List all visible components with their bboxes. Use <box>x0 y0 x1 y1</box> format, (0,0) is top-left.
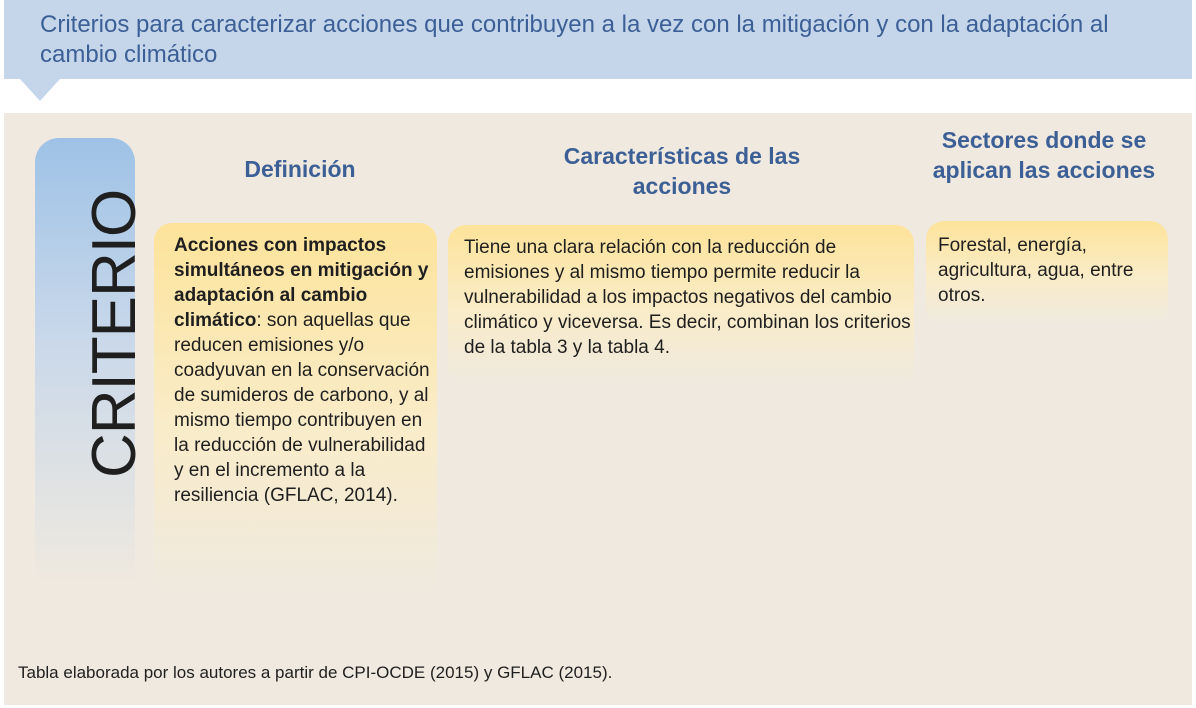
criterio-label: CRITERIO <box>80 189 149 478</box>
banner-pointer <box>20 79 60 101</box>
source-note: Tabla elaborada por los autores a partir de CPI-OCDE (2015) y GFLAC (2015). <box>18 663 613 682</box>
definition-text <box>174 233 437 508</box>
criteria-table <box>4 113 1192 705</box>
definition-cell <box>154 223 437 593</box>
title-banner <box>4 0 1192 79</box>
criterio-sidebar <box>35 138 149 583</box>
sectors-text: Forestal, energía, agricultura, agua, entre otros. <box>938 235 1134 306</box>
definition-heading: Definición <box>244 156 356 182</box>
sectors-heading: Sectores donde se aplican las acciones <box>932 127 1156 183</box>
definition-term: Acciones con impactos simultáneos en mitigación y adaptación al cambio climático <box>174 235 429 331</box>
characteristics-text: Tiene una clara relación con la reducción de emisiones y al mismo tiempo permite reducir la vulnerabilidad a los impactos negativos del cambio climático y viceversa. Es decir, combinan los criterios de la tabla 3 y la tabla 4. <box>464 237 911 358</box>
characteristics-cell <box>448 225 914 385</box>
page-title: Criterios para caracterizar acciones que contribuyen a la vez con la mitigación y con la adaptación al cambio climático <box>40 11 1109 68</box>
characteristics-heading: Características de las acciones <box>563 143 801 199</box>
sectors-cell <box>926 221 1168 325</box>
definition-body: : son aquellas que reducen emisiones y/o coadyuvan en la conservación de sumideros de carbono, y al mismo tiempo contribuyen en la reducción de vulnerabilidad y en el incremento a la resiliencia (GFLAC, 2014). <box>174 310 430 506</box>
